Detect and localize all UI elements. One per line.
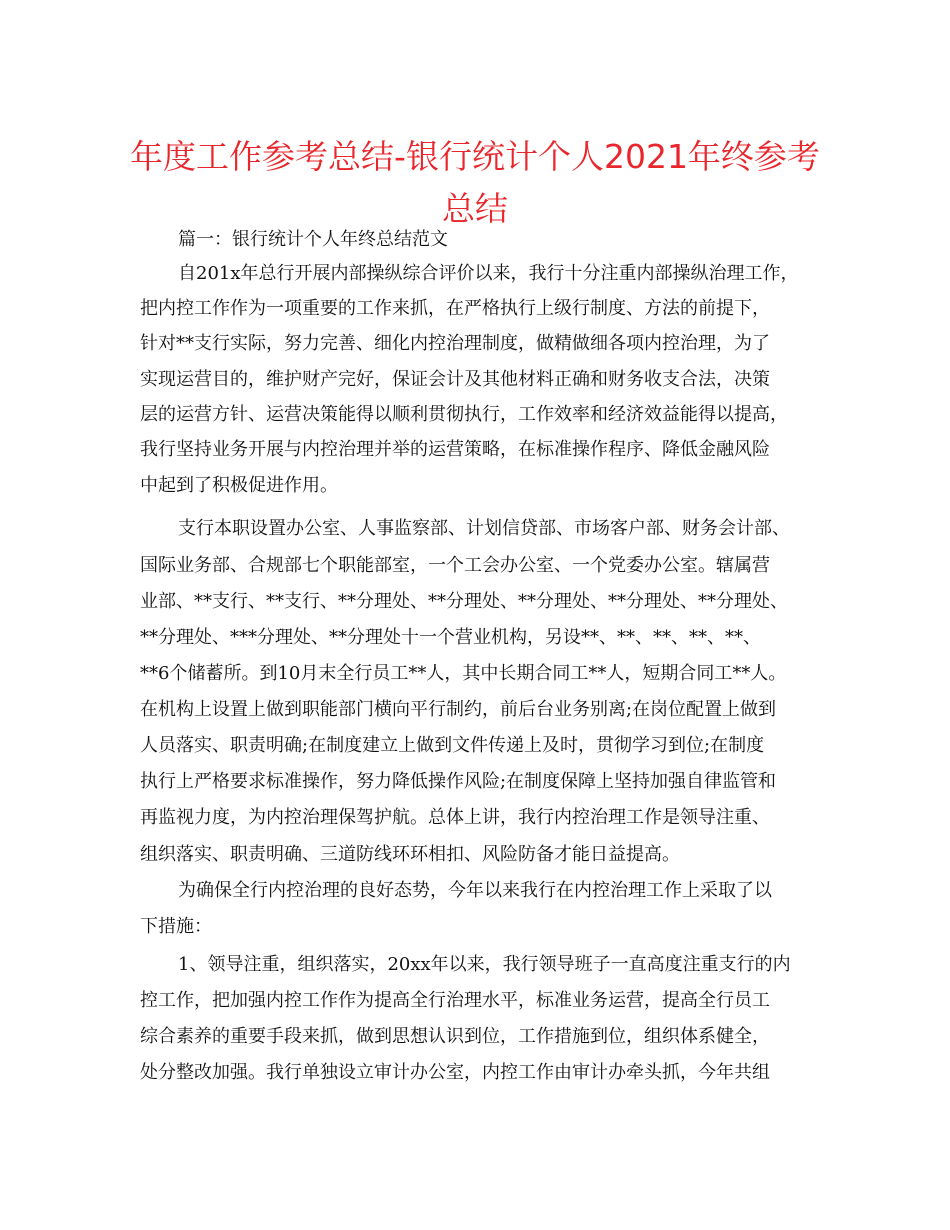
body-text-line: 为确保全行内控治理的良好态势，今年以来我行在内控治理工作上采取了以	[178, 880, 772, 901]
document-title-line-1: 年度工作参考总结-银行统计个人2021年终参考	[130, 137, 820, 176]
body-text-line: **分理处、***分理处、**分理处十一个营业机构，另设**、**、**、**、**、	[140, 627, 761, 648]
body-text-line: 在机构上设置上做到职能部门横向平行制约，前后台业务别离;在岗位配置上做到	[140, 699, 777, 720]
body-text-line: 支行本职设置办公室、人事监察部、计划信贷部、市场客户部、财务会计部、	[178, 518, 790, 539]
body-text-line: 中起到了积极促进作用。	[140, 475, 338, 496]
body-text-line: 处分整改加强。我行单独设立审计办公室，内控工作由审计办牵头抓，今年共组	[140, 1062, 770, 1083]
body-text-line: 下措施：	[140, 916, 212, 937]
body-text-line: 综合素养的重要手段来抓，做到思想认识到位，工作措施到位，组织体系健全，	[140, 1026, 770, 1047]
body-text-line: 把内控工作作为一项重要的工作来抓，在严格执行上级行制度、方法的前提下，	[140, 298, 770, 319]
body-text-line: 组织落实、职责明确、三道防线环环相扣、风险防备才能日益提高。	[140, 844, 680, 865]
body-text-line: 我行坚持业务开展与内控治理并举的运营策略，在标准操作程序、降低金融风险	[140, 439, 770, 460]
body-text-line: 自201x年总行开展内部操纵综合评价以来，我行十分注重内部操纵治理工作，	[178, 263, 799, 284]
body-text-line: 业部、**支行、**支行、**分理处、**分理处、**分理处、**分理处、**分理处、	[140, 591, 788, 612]
body-text-line: 1、领导注重，组织落实，20xx年以来，我行领导班子一直高度注重支行的内	[178, 954, 791, 975]
body-text-line: 执行上严格要求标准操作，努力降低操作风险;在制度保障上坚持加强自律监管和	[140, 771, 777, 792]
body-text-line: 控工作，把加强内控工作作为提高全行治理水平，标准业务运营，提高全行员工	[140, 990, 770, 1011]
section-heading: 篇一：银行统计个人年终总结范文	[178, 229, 448, 250]
body-text-line: 针对**支行实际，努力完善、细化内控治理制度，做精做细各项内控治理，为了	[140, 333, 770, 354]
document-title-line-2: 总结	[442, 189, 508, 228]
body-text-line: 人员落实、职责明确;在制度建立上做到文件传递上及时，贯彻学习到位;在制度	[140, 735, 765, 756]
body-text-line: 国际业务部、合规部七个职能部室，一个工会办公室、一个党委办公室。辖属营	[140, 555, 770, 576]
body-text-line: **6个储蓄所。到10月末全行员工**人，其中长期合同工**人，短期合同工**人。	[140, 663, 787, 684]
body-text-line: 实现运营目的，维护财产完好，保证会计及其他材料正确和财务收支合法，决策	[140, 369, 770, 390]
body-text-line: 再监视力度，为内控治理保驾护航。总体上讲，我行内控治理工作是领导注重、	[140, 807, 770, 828]
body-text-line: 层的运营方针、运营决策能得以顺利贯彻执行，工作效率和经济效益能得以提高，	[140, 404, 788, 425]
